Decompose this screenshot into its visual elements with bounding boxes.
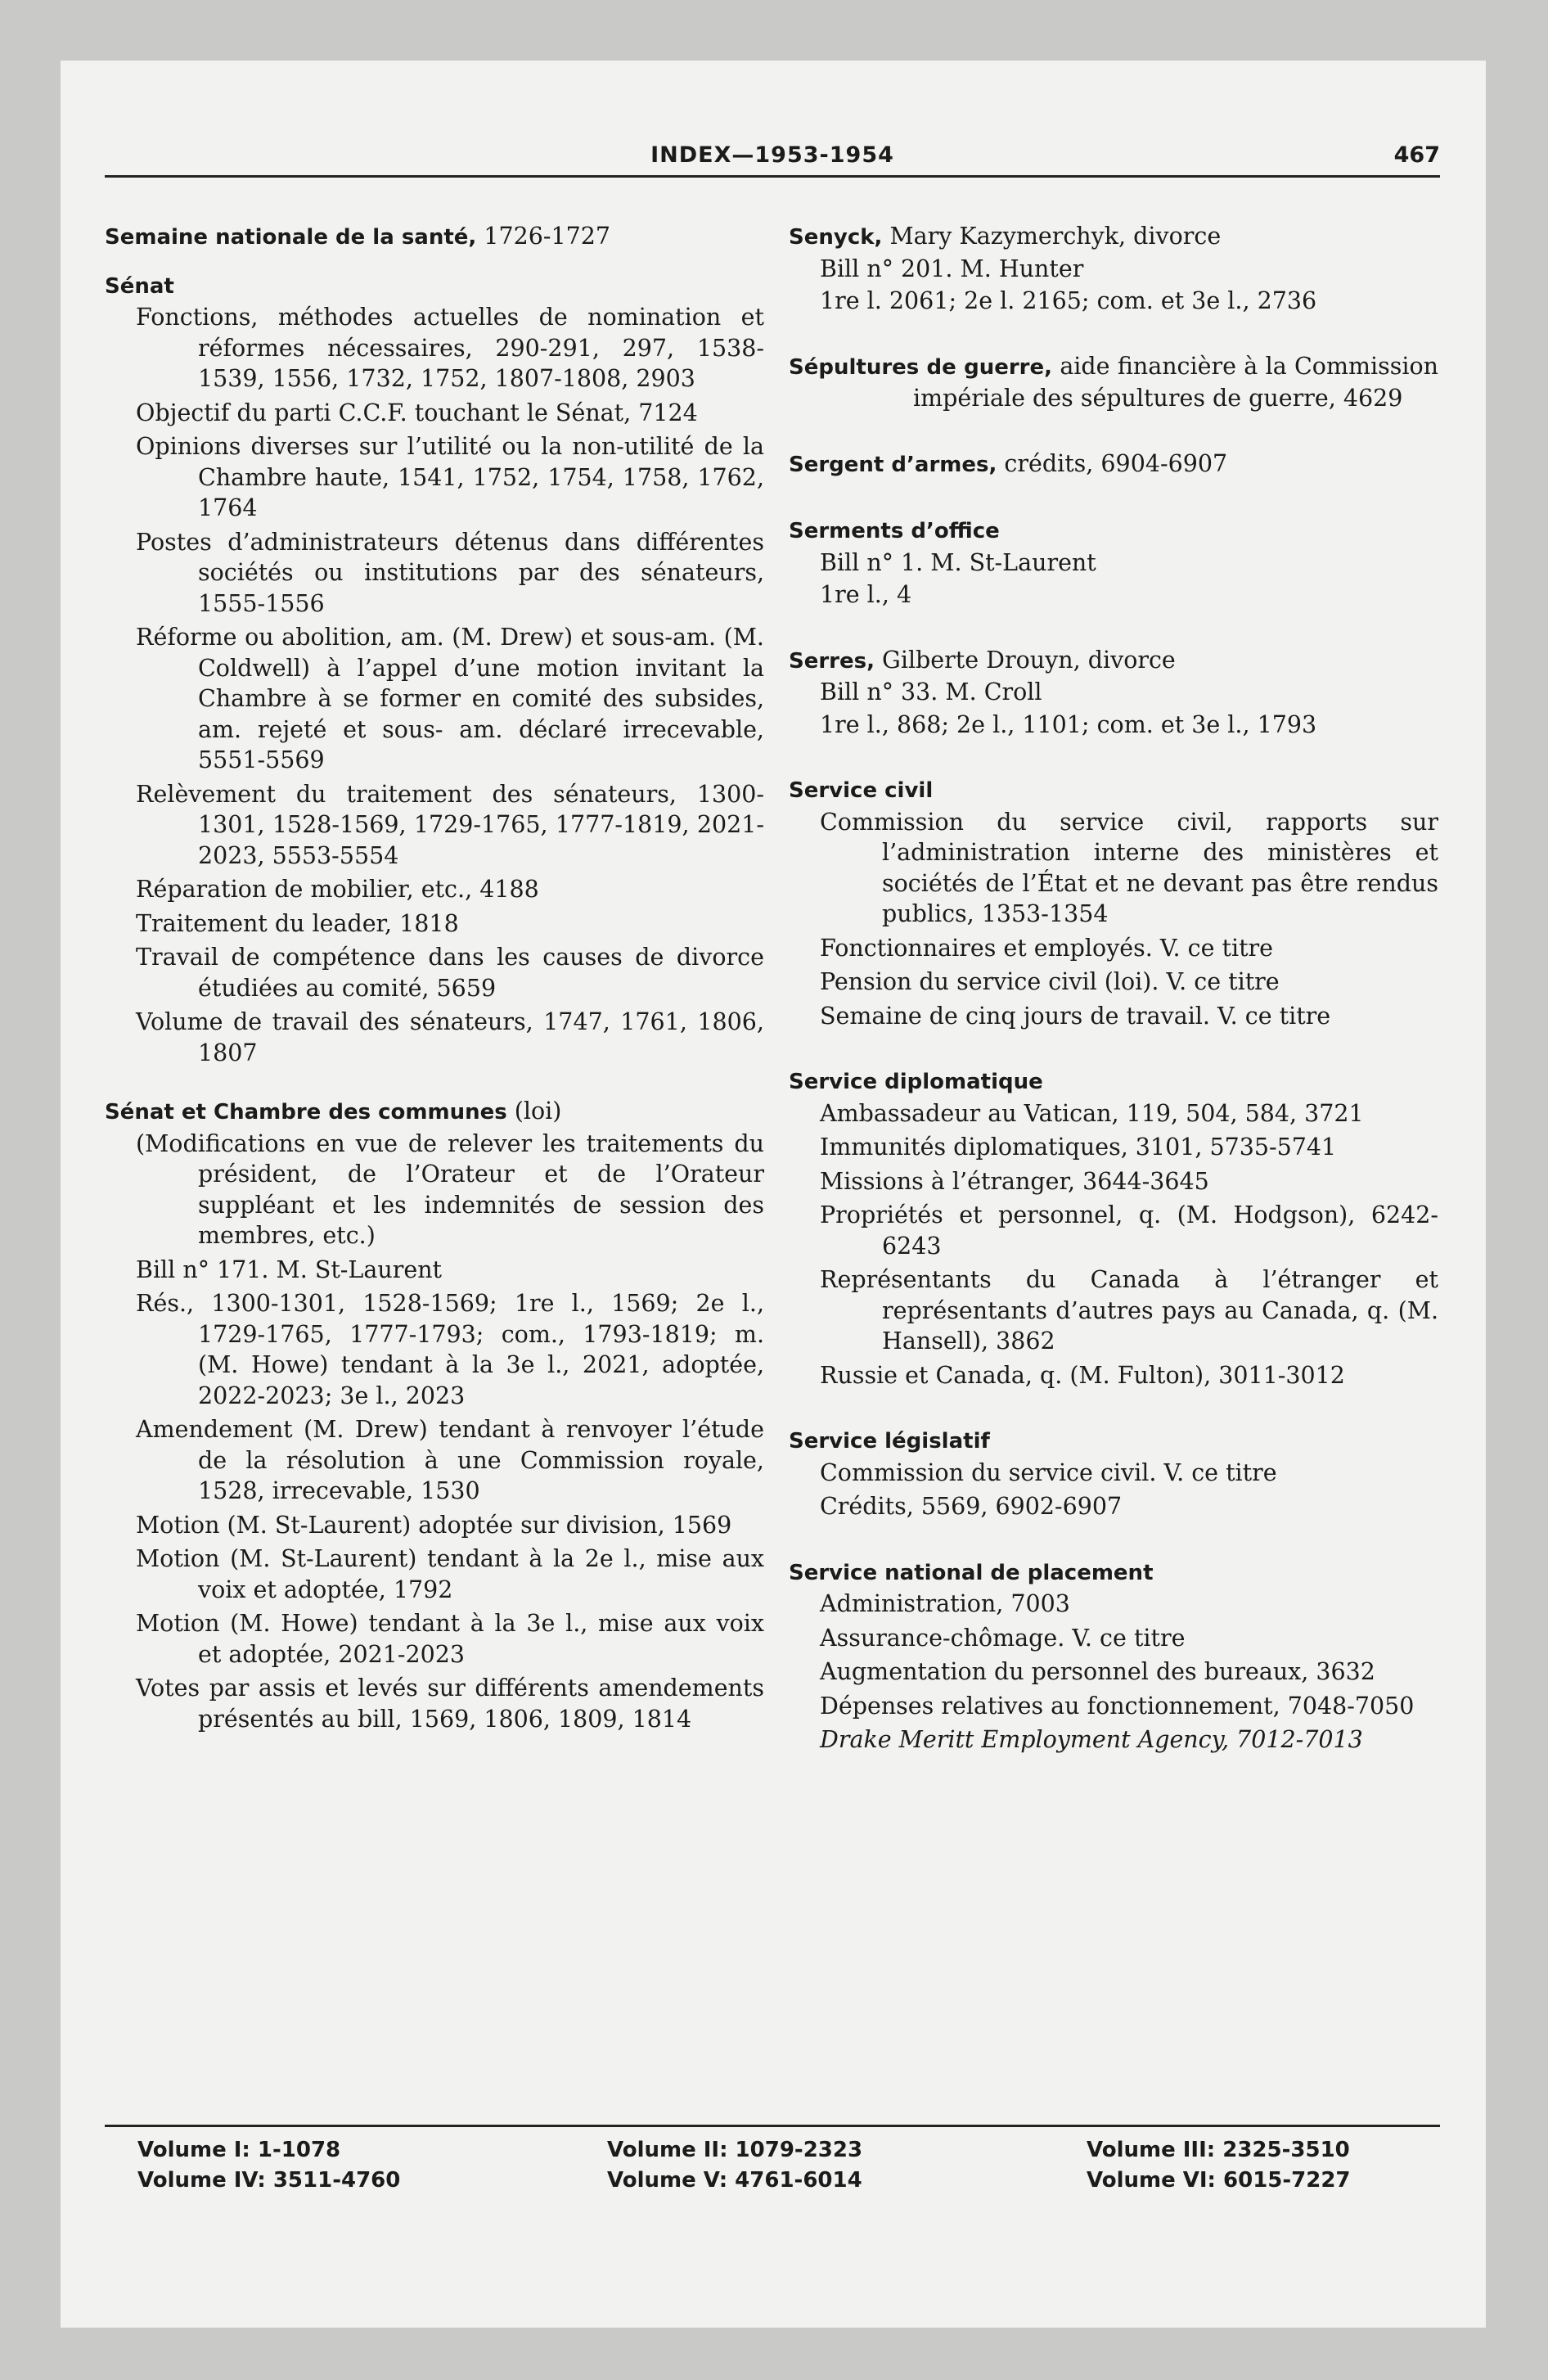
running-title: INDEX—1953-1954 bbox=[650, 142, 894, 168]
index-entry bbox=[789, 1066, 1438, 1391]
entry-keyword: Service diplomatique bbox=[789, 1070, 1043, 1094]
sub-entry: Missions à l’étranger, 3644-3645 bbox=[820, 1167, 1209, 1195]
sub-entry: Motion (M. St-Laurent) adoptée sur division, 1569 bbox=[136, 1511, 732, 1539]
sub-entry: Réforme ou abolition, am. (M. Drew) et sous-am. (M. Coldwell) à l’appel d’une motion invitant la Chambre à se former en comité des subsides, am. rejeté et sous- am. déclaré irrecevable, 5551-5569 bbox=[136, 624, 764, 773]
entry-text: (loi) bbox=[506, 1098, 562, 1125]
sub-entry: Représentants du Canada à l’étranger et représentants d’autres pays au Canada, q. (M. Hansell), 3862 bbox=[820, 1266, 1438, 1355]
volume-range: Volume III: 2325-3510 bbox=[1087, 2138, 1350, 2162]
sub-entry: 1re l., 868; 2e l., 1101; com. et 3e l., 1793 bbox=[820, 710, 1317, 738]
volume-range: Volume II: 1079-2323 bbox=[607, 2138, 863, 2162]
left-column bbox=[105, 221, 764, 1751]
index-entry bbox=[789, 774, 1438, 1031]
sub-entry: Volume de travail des sénateurs, 1747, 1761, 1806, 1807 bbox=[136, 1008, 764, 1066]
sub-entry: Russie et Canada, q. (M. Fulton), 3011-3012 bbox=[820, 1361, 1345, 1389]
entry-keyword: Service législatif bbox=[789, 1429, 990, 1454]
sub-entry: Fonctions, méthodes actuelles de nomination et réformes nécessaires, 290-291, 297, 1538-1539, 1556, 1732, 1752, 1807-1808, 2903 bbox=[136, 304, 764, 392]
index-entry bbox=[789, 221, 1438, 317]
index-page bbox=[61, 61, 1486, 2328]
entry-text: Gilberte Drouyn, divorce bbox=[875, 646, 1176, 674]
sub-entry: Assurance-chômage. V. ce titre bbox=[820, 1624, 1186, 1652]
sub-entry: Ambassadeur au Vatican, 119, 504, 584, 3721 bbox=[820, 1099, 1364, 1127]
sub-entry: Propriétés et personnel, q. (M. Hodgson), 6242-6243 bbox=[820, 1201, 1438, 1260]
sub-entry: Fonctionnaires et employés. V. ce titre bbox=[820, 934, 1274, 962]
sub-entry: Bill n° 1. M. St-Laurent bbox=[820, 548, 1096, 576]
sub-entry: Crédits, 5569, 6902-6907 bbox=[820, 1493, 1123, 1520]
sub-entry: Motion (M. St-Laurent) tendant à la 2e l., mise aux voix et adoptée, 1792 bbox=[136, 1545, 764, 1603]
sub-entry: Rés., 1300-1301, 1528-1569; 1re l., 1569; 2e l., 1729-1765, 1777-1793; com., 1793-1819; m. (M. Howe) tendant à la 3e l., 2021, adoptée, 2022-2023; 3e l., 2023 bbox=[136, 1290, 764, 1409]
index-entry bbox=[789, 449, 1438, 481]
entry-keyword: Sénat et Chambre des communes bbox=[105, 1100, 507, 1125]
entry-keyword: Serments d’office bbox=[789, 519, 1000, 543]
page-number: 467 bbox=[1393, 142, 1440, 168]
entry-text: aide financière à la Commission impériale des sépultures de guerre, 4629 bbox=[913, 352, 1438, 412]
footer-column bbox=[607, 2135, 862, 2196]
sub-entry: Drake Meritt Employment Agency, 7012-7013 bbox=[820, 1726, 1363, 1753]
index-entry bbox=[789, 351, 1438, 414]
index-entry bbox=[105, 270, 764, 1069]
footer-column bbox=[1087, 2135, 1351, 2196]
sub-entry: Dépenses relatives au fonctionnement, 7048-7050 bbox=[820, 1692, 1415, 1720]
sub-entry: Opinions diverses sur l’utilité ou la non-utilité de la Chambre haute, 1541, 1752, 1754, 1758, 1762, 1764 bbox=[136, 433, 764, 521]
sub-entry: Travail de compétence dans les causes de divorce étudiées au comité, 5659 bbox=[136, 944, 764, 1002]
right-column bbox=[789, 221, 1438, 1772]
sub-entry: Objectif du parti C.C.F. touchant le Sénat, 7124 bbox=[136, 399, 698, 426]
sub-entry: Bill n° 171. M. St-Laurent bbox=[136, 1255, 443, 1283]
entry-keyword: Sépultures de guerre, bbox=[789, 354, 1053, 380]
volume-range: Volume IV: 3511-4760 bbox=[137, 2168, 401, 2193]
index-entry bbox=[789, 1425, 1438, 1522]
sub-entry: (Modifications en vue de relever les traitements du président, de l’Orateur et de l’Orateur suppléant et les indemnités de session des membres, etc.) bbox=[136, 1129, 764, 1249]
sub-entry: Administration, 7003 bbox=[820, 1590, 1070, 1617]
sub-entry: Traitement du leader, 1818 bbox=[136, 909, 459, 937]
entry-text: crédits, 6904-6907 bbox=[997, 449, 1228, 477]
sub-entry: Relèvement du traitement des sénateurs, 1300-1301, 1528-1569, 1729-1765, 1777-1819, 2021-2023, 5553-5554 bbox=[136, 780, 764, 869]
volume-range: Volume V: 4761-6014 bbox=[607, 2168, 862, 2193]
volume-footer bbox=[105, 2125, 1440, 2193]
sub-entry: 1re l. 2061; 2e l. 2165; com. et 3e l., 2736 bbox=[820, 287, 1317, 314]
sub-entry: Postes d’administrateurs détenus dans différentes sociétés ou institutions par des sénateurs, 1555-1556 bbox=[136, 528, 764, 617]
volume-range: Volume VI: 6015-7227 bbox=[1087, 2168, 1351, 2193]
entry-text: 1726-1727 bbox=[476, 223, 611, 250]
index-entry bbox=[789, 515, 1438, 611]
sub-entry: Augmentation du personnel des bureaux, 3632 bbox=[820, 1658, 1375, 1685]
index-entry bbox=[789, 1557, 1438, 1756]
sub-entry: Commission du service civil, rapports sur l’administration interne des ministères et sociétés de l’État et ne devant pas être rendus publics, 1353-1354 bbox=[820, 808, 1438, 927]
index-entry bbox=[789, 645, 1438, 741]
sub-entry: Bill n° 33. M. Croll bbox=[820, 678, 1042, 705]
entry-line bbox=[789, 351, 1438, 414]
entry-keyword: Serres, bbox=[789, 648, 875, 674]
entry-keyword: Semaine nationale de la santé, bbox=[105, 225, 477, 250]
sub-entry: Réparation de mobilier, etc., 4188 bbox=[136, 876, 539, 903]
sub-entry: Semaine de cinq jours de travail. V. ce titre bbox=[820, 1002, 1331, 1030]
page-header bbox=[105, 142, 1440, 178]
entry-keyword: Sénat bbox=[105, 273, 174, 299]
sub-entry: Immunités diplomatiques, 3101, 5735-5741 bbox=[820, 1134, 1337, 1161]
footer-column bbox=[137, 2135, 400, 2196]
sub-entry: Bill n° 201. M. Hunter bbox=[820, 255, 1084, 282]
index-entry bbox=[105, 221, 764, 254]
index-entry bbox=[105, 1096, 764, 1734]
sub-entry: Pension du service civil (loi). V. ce titre bbox=[820, 968, 1280, 995]
sub-entry: 1re l., 4 bbox=[820, 581, 912, 608]
sub-entry: Votes par assis et levés sur différents amendements présentés au bill, 1569, 1806, 1809, 1814 bbox=[136, 1675, 764, 1733]
entry-keyword: Service national de placement bbox=[789, 1560, 1154, 1585]
volume-range: Volume I: 1-1078 bbox=[137, 2138, 341, 2162]
sub-entry: Commission du service civil. V. ce titre bbox=[820, 1458, 1277, 1486]
sub-entry: Amendement (M. Drew) tendant à renvoyer l’étude de la résolution à une Commission royale, 1528, irrecevable, 1530 bbox=[136, 1416, 764, 1504]
entry-keyword: Service civil bbox=[789, 778, 934, 803]
sub-entry: Motion (M. Howe) tendant à la 3e l., mise aux voix et adoptée, 2021-2023 bbox=[136, 1610, 764, 1668]
entry-keyword: Sergent d’armes, bbox=[789, 452, 997, 477]
entry-keyword: Senyck, bbox=[789, 225, 883, 250]
entry-text: Mary Kazymerchyk, divorce bbox=[882, 223, 1222, 250]
